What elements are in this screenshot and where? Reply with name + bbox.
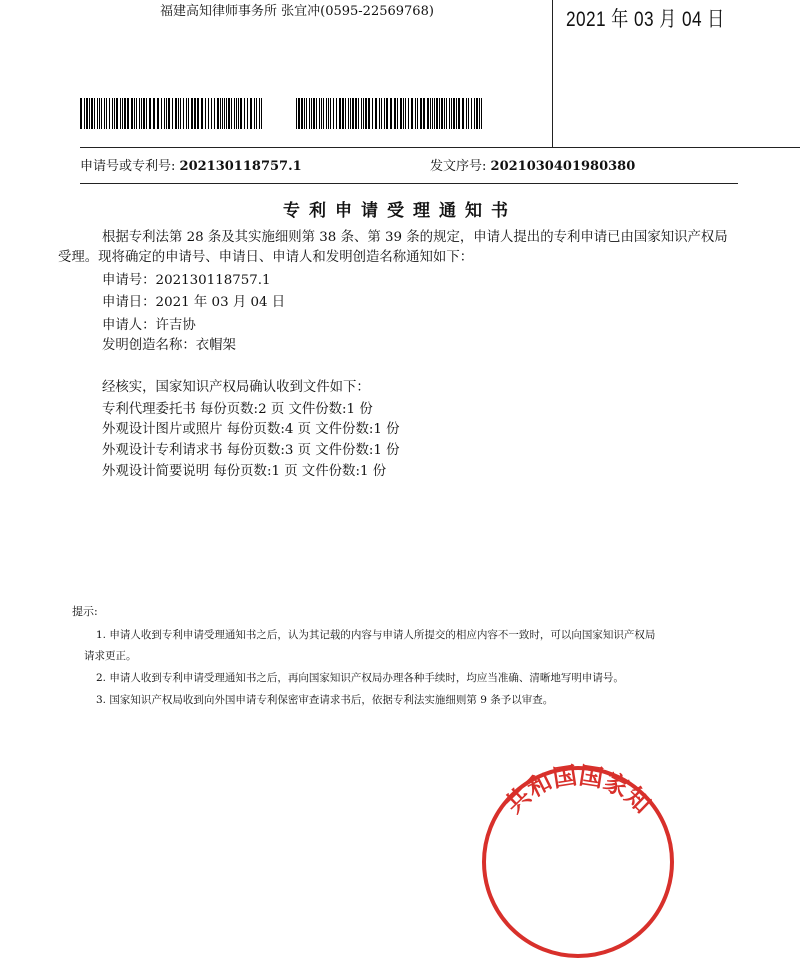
barcode-bar <box>259 98 260 129</box>
barcode-bar <box>328 98 329 129</box>
barcode-bar <box>99 98 100 129</box>
barcode-bar <box>153 98 155 129</box>
notes-label: 提示: <box>72 605 98 618</box>
barcode-bar <box>191 98 193 129</box>
field-applicant: 申请人：许吉协 <box>102 318 196 333</box>
stamp-date: 2021 年 03 月 04 日 <box>566 8 725 31</box>
barcode-bar <box>444 98 445 129</box>
barcode-bar <box>420 98 422 129</box>
note-item-continuation: 请求更正。 <box>84 650 137 662</box>
barcode-bar <box>149 98 151 129</box>
barcode-bar <box>80 98 82 129</box>
barcode-bar <box>106 98 107 129</box>
barcode-bar <box>157 98 159 129</box>
note-item: 2. 申请人收到专利申请受理通知书之后，再向国家知识产权局办理各种手续时，均应当准确、清晰地写明申请号。 <box>96 672 624 684</box>
barcode-bar <box>316 98 317 129</box>
barcode-bar <box>136 98 137 129</box>
application-number-value: 202130118757.1 <box>179 159 302 174</box>
barcode-bar <box>306 98 307 129</box>
barcode-bar <box>141 98 142 129</box>
barcode-bar <box>244 98 245 129</box>
barcode-bar <box>168 98 170 129</box>
barcode-bar <box>247 98 248 129</box>
application-number-row <box>80 155 302 174</box>
barcode-bar <box>326 98 327 129</box>
barcode-bar <box>313 98 315 129</box>
barcode-bar <box>333 98 334 129</box>
field-invention-name: 发明创造名称：衣帽架 <box>102 338 236 353</box>
barcode-bar <box>116 98 118 129</box>
barcode-bar <box>474 98 475 129</box>
barcode-bar <box>468 98 469 129</box>
barcode-bar <box>379 98 380 129</box>
barcode-bar <box>234 98 235 129</box>
barcode-bar <box>97 98 98 129</box>
intro-line-2: 受理。现将确定的申请号、申请日、申请人和发明创造名称通知如下： <box>58 250 474 265</box>
barcode-bar <box>304 98 305 129</box>
barcode-bar <box>214 98 215 129</box>
barcode-bar <box>319 98 320 129</box>
receipt-item: 外观设计专利请求书 每份页数:3 页 文件份数:1 份 <box>102 443 400 458</box>
barcode-bar <box>164 98 165 129</box>
barcode-left <box>80 98 263 129</box>
barcode-bar <box>161 98 162 129</box>
barcode-bar <box>384 98 385 129</box>
barcode-bar <box>180 98 181 129</box>
barcode-bar <box>355 98 357 129</box>
barcode-bar <box>427 98 429 129</box>
barcode-bar <box>109 98 110 129</box>
barcode-bar <box>240 98 242 129</box>
barcode-bar <box>211 98 212 129</box>
barcode-bar <box>394 98 396 129</box>
barcode-bar <box>84 98 85 129</box>
barcode-bar <box>372 98 373 129</box>
barcode-bar <box>423 98 425 129</box>
svg-text:共和国国家知: 共和国国家知 <box>499 762 657 819</box>
barcode-bar <box>476 98 478 129</box>
official-seal <box>478 762 678 962</box>
barcode-bar <box>381 98 382 129</box>
barcode-bar <box>124 98 126 129</box>
barcode-bar <box>348 98 349 129</box>
barcode-bar <box>205 98 206 129</box>
barcode-bar <box>345 98 346 129</box>
document-number-label: 发文序号: <box>430 159 487 174</box>
barcode-bar <box>236 98 237 129</box>
barcode-bar <box>222 98 223 129</box>
barcode-bar <box>186 98 187 129</box>
barcode-bar <box>330 98 331 129</box>
barcode-bar <box>197 98 199 129</box>
barcode-bar <box>456 98 457 129</box>
barcode-bar <box>183 98 184 129</box>
barcode-bar <box>224 98 225 129</box>
barcode-bar <box>188 98 189 129</box>
barcode-bar <box>449 98 450 129</box>
barcode-bar <box>172 98 173 129</box>
barcode-bar <box>323 98 324 129</box>
barcode-bar <box>309 98 310 129</box>
barcode-bar <box>256 98 257 129</box>
receipt-item: 外观设计图片或照片 每份页数:4 页 文件份数:1 份 <box>102 422 400 437</box>
barcode-bar <box>368 98 370 129</box>
barcode-bar <box>298 98 300 129</box>
divider-bottom <box>80 183 738 184</box>
barcode-bar <box>101 98 102 129</box>
field-application-number: 申请号：202130118757.1 <box>102 273 271 288</box>
barcode-bar <box>238 98 239 129</box>
barcode-bar <box>361 98 362 129</box>
barcode-bar <box>458 98 460 129</box>
barcode-bar <box>127 98 129 129</box>
barcode-bar <box>301 98 303 129</box>
receipt-intro: 经核实，国家知识产权局确认收到文件如下： <box>102 380 370 395</box>
note-item: 3. 国家知识产权局收到向外国申请专利保密审查请求书后，依据专利法实施细则第 9 条予以审查。 <box>96 694 554 706</box>
barcode-bar <box>411 98 413 129</box>
intro-line-1: 根据专利法第 28 条及其实施细则第 38 条、第 39 条的规定，申请人提出的专利申请已由国家知识产权局 <box>102 230 728 245</box>
barcode-bar <box>296 98 297 129</box>
barcode-bar <box>217 98 219 129</box>
barcode-bar <box>479 98 480 129</box>
barcode-bar <box>175 98 177 129</box>
barcode-bar <box>352 98 354 129</box>
barcode-bar <box>375 98 377 129</box>
barcode-bar <box>104 98 105 129</box>
barcode-bar <box>403 98 404 129</box>
barcode-bar <box>166 98 167 129</box>
barcode-bar <box>415 98 416 129</box>
barcode-bar <box>441 98 443 129</box>
barcode-bar <box>114 98 115 129</box>
barcode-bar <box>432 98 433 129</box>
barcode-bar <box>339 98 341 129</box>
barcode-bar <box>417 98 418 129</box>
barcode-bar <box>228 98 230 129</box>
barcode-bar <box>471 98 472 129</box>
barcode-bar <box>446 98 447 129</box>
barcode-bar <box>365 98 367 129</box>
field-filing-date: 申请日：2021 年 03 月 04 日 <box>102 295 286 310</box>
document-number-row <box>430 155 635 174</box>
barcode-bar <box>131 98 133 129</box>
barcode-bar <box>94 98 95 129</box>
barcode-bar <box>350 98 351 129</box>
barcode-bar <box>451 98 452 129</box>
barcode-bar <box>143 98 145 129</box>
barcode-bar <box>231 98 232 129</box>
barcode-bar <box>134 98 135 129</box>
barcode-bar <box>89 98 90 129</box>
barcode-bar <box>342 98 344 129</box>
document-title: 专利申请受理通知书 <box>283 201 517 221</box>
barcode-bar <box>122 98 123 129</box>
note-item: 1. 申请人收到专利申请受理通知书之后，认为其记载的内容与申请人所提交的相应内容不一致时，可以向国家知识产权局 <box>96 629 656 641</box>
barcode-bar <box>434 98 435 129</box>
divider-top <box>80 147 738 148</box>
barcode-bar <box>390 98 392 129</box>
barcode-bar <box>86 98 88 129</box>
barcode-bar <box>261 98 262 129</box>
barcode-bar <box>226 98 227 129</box>
barcode-bar <box>201 98 203 129</box>
barcode-bar <box>430 98 431 129</box>
barcode-bar <box>146 98 147 129</box>
barcode-bar <box>408 98 409 129</box>
barcode-bar <box>311 98 312 129</box>
barcode-bar <box>336 98 337 129</box>
barcode-bar <box>254 98 255 129</box>
intro-paragraph <box>58 228 740 268</box>
barcode-bar <box>466 98 467 129</box>
barcode-bar <box>481 98 482 129</box>
barcode-bar <box>139 98 140 129</box>
barcode-bar <box>400 98 402 129</box>
application-number-label: 申请号或专利号: <box>80 159 176 174</box>
barcode-bar <box>439 98 440 129</box>
barcode-bar <box>178 98 179 129</box>
barcode-bar <box>91 98 93 129</box>
barcode-bar <box>453 98 455 129</box>
document-number-value: 2021030401980380 <box>490 159 636 174</box>
barcode-right <box>296 98 482 129</box>
barcode-bar <box>112 98 113 129</box>
barcode-bar <box>405 98 406 129</box>
barcode-bar <box>208 98 209 129</box>
barcode-bar <box>386 98 388 129</box>
barcode-bar <box>321 98 322 129</box>
barcode-bar <box>120 98 121 129</box>
barcode-bar <box>436 98 438 129</box>
agency-line: 福建高知律师事务所 张宜冲(0595-22569768) <box>160 4 434 19</box>
barcode-bar <box>363 98 364 129</box>
barcode-bar <box>462 98 464 129</box>
receipt-item: 专利代理委托书 每份页数:2 页 文件份数:1 份 <box>102 402 373 417</box>
barcode-bar <box>194 98 196 129</box>
barcode-bar <box>220 98 221 129</box>
barcode-bar <box>397 98 398 129</box>
barcode-bar <box>358 98 359 129</box>
receipt-item: 外观设计简要说明 每份页数:1 页 文件份数:1 份 <box>102 464 387 479</box>
barcode-bar <box>250 98 252 129</box>
